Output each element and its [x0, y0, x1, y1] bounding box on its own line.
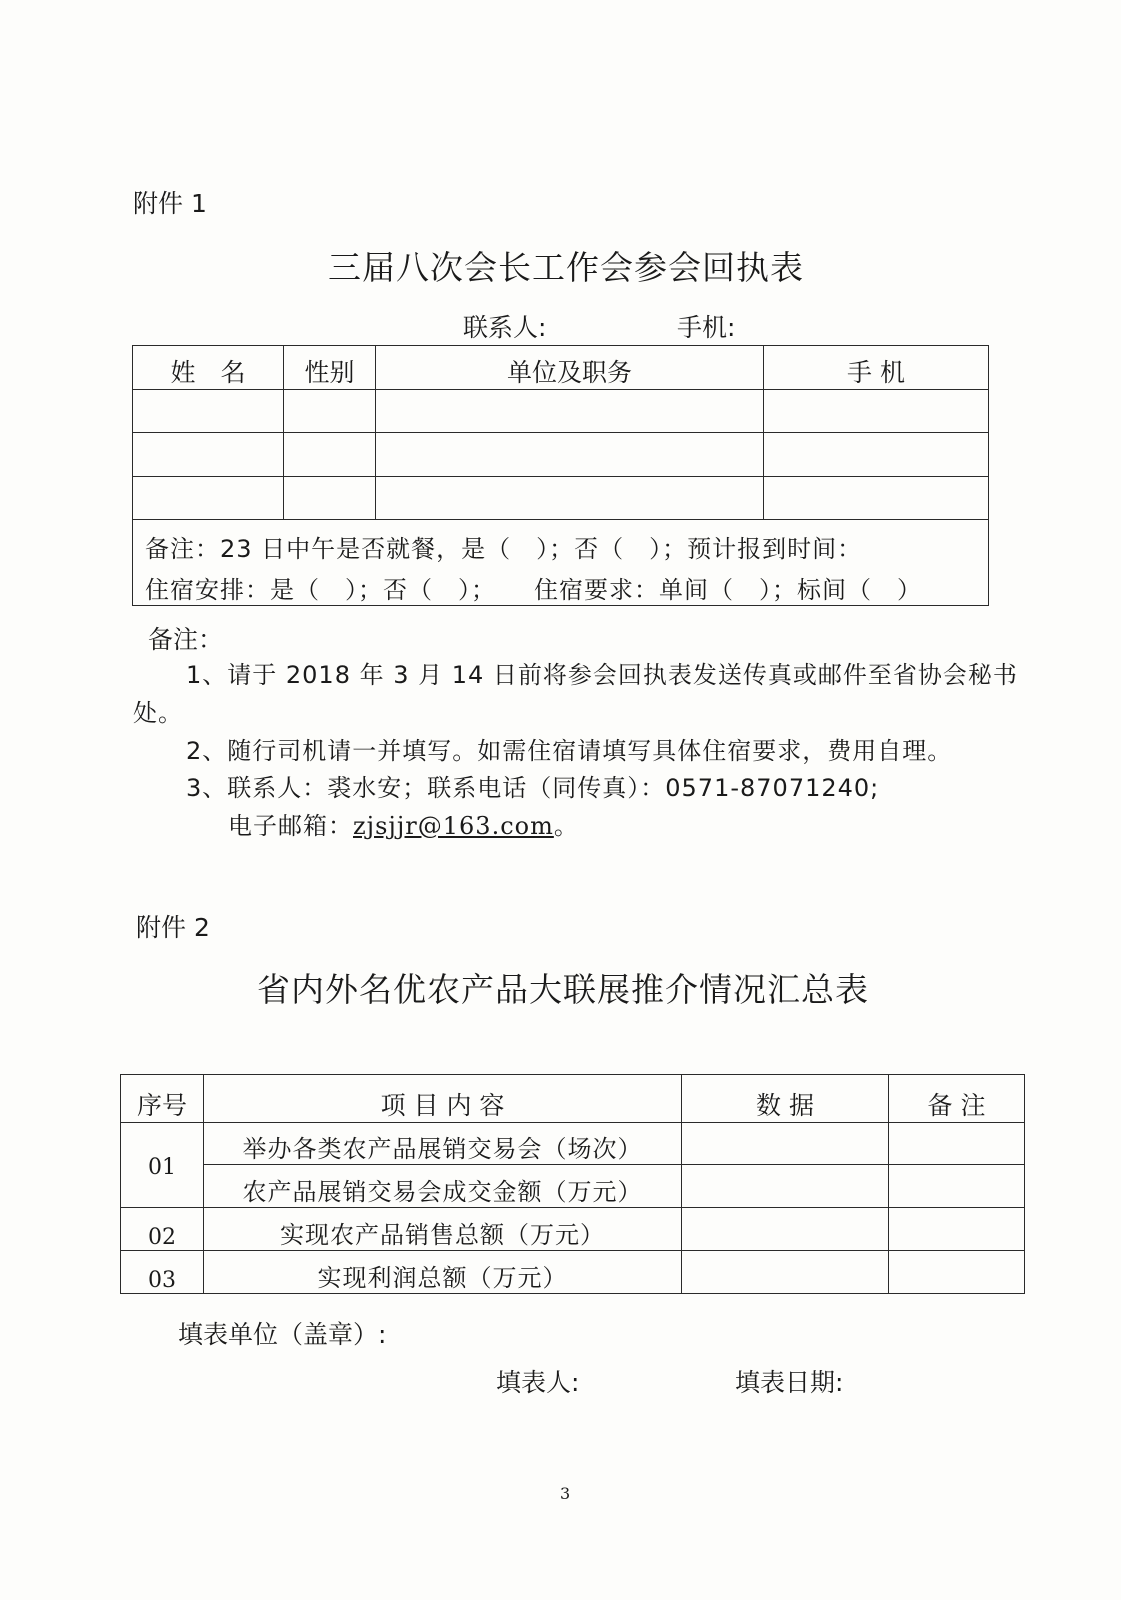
row-item: 农产品展销交易会成交金额（万元） — [204, 1165, 682, 1208]
cell-gender[interactable] — [284, 477, 376, 520]
cell-remark[interactable] — [889, 1208, 1025, 1251]
row-no: 03 — [148, 1268, 176, 1293]
cell-data[interactable] — [682, 1123, 889, 1165]
row-item: 实现农产品销售总额（万元） — [204, 1208, 682, 1251]
cell-gender[interactable] — [284, 433, 376, 477]
table-row — [121, 1208, 1025, 1251]
table-row — [133, 477, 989, 520]
cell-mobile[interactable] — [764, 477, 989, 520]
table-row — [133, 390, 989, 433]
fill-date-label: 填表日期: — [735, 1368, 844, 1397]
attachment1-label: 附件 1 — [133, 189, 207, 218]
header-data: 数 据 — [682, 1075, 889, 1123]
note-3: 3、联系人：裘水安；联系电话（同传真）：0571-87071240; — [186, 774, 880, 802]
lodging-remark: 住宿安排：是（ ）；否（ ）； 住宿要求：单间（ ）；标间（ ） — [145, 576, 922, 604]
contact-label: 联系人: — [463, 313, 547, 342]
note-1-cont: 处。 — [133, 699, 183, 727]
header-remark: 备 注 — [889, 1075, 1025, 1123]
receipt-table — [132, 345, 989, 606]
table-row — [121, 1165, 1025, 1208]
email-label: 电子邮箱： — [228, 812, 353, 840]
cell-mobile[interactable] — [764, 390, 989, 433]
cell-unit[interactable] — [376, 433, 764, 477]
header-gender: 性别 — [284, 346, 376, 390]
page-number: 3 — [560, 1484, 571, 1503]
filler-label: 填表人: — [496, 1368, 580, 1397]
header-item: 项 目 内 容 — [204, 1075, 682, 1123]
row-no: 02 — [148, 1225, 176, 1250]
table-row — [133, 433, 989, 477]
header-unit-position: 单位及职务 — [376, 346, 764, 390]
cell-gender[interactable] — [284, 390, 376, 433]
note-2: 2、随行司机请一并填写。如需住宿请填写具体住宿要求，费用自理。 — [186, 737, 953, 765]
cell-unit[interactable] — [376, 390, 764, 433]
table-row — [121, 1251, 1025, 1294]
fill-unit-label: 填表单位（盖章）: — [178, 1320, 387, 1349]
email-end: 。 — [553, 812, 579, 840]
row-item: 举办各类农产品展销交易会（场次） — [204, 1123, 682, 1165]
cell-data[interactable] — [682, 1251, 889, 1294]
notes-title: 备注： — [148, 625, 224, 654]
email-link[interactable]: zjsjjr@163.com — [353, 812, 554, 840]
cell-remark[interactable] — [889, 1251, 1025, 1294]
cell-remark[interactable] — [889, 1123, 1025, 1165]
cell-name[interactable] — [133, 477, 284, 520]
cell-data[interactable] — [682, 1165, 889, 1208]
cell-name[interactable] — [133, 433, 284, 477]
summary-table — [120, 1074, 1025, 1294]
cell-data[interactable] — [682, 1208, 889, 1251]
attachment2-title: 省内外名优农产品大联展推介情况汇总表 — [257, 970, 869, 1009]
email-line — [228, 806, 579, 841]
header-no: 序号 — [121, 1075, 204, 1123]
row-item: 实现利润总额（万元） — [204, 1251, 682, 1294]
meal-remark: 备注：23 日中午是否就餐，是（ ）；否（ ）；预计报到时间： — [145, 534, 863, 563]
note-1: 1、请于 2018 年 3 月 14 日前将参会回执表发送传真或邮件至省协会秘书 — [186, 661, 1018, 689]
cell-unit[interactable] — [376, 477, 764, 520]
phone-label: 手机: — [677, 313, 736, 342]
cell-name[interactable] — [133, 390, 284, 433]
cell-mobile[interactable] — [764, 433, 989, 477]
row-no: 01 — [148, 1154, 176, 1180]
table-row — [121, 1123, 1025, 1165]
attachment1-title: 三届八次会长工作会参会回执表 — [328, 248, 804, 287]
header-mobile: 手 机 — [764, 346, 989, 390]
attachment2-label: 附件 2 — [136, 913, 210, 942]
cell-remark[interactable] — [889, 1165, 1025, 1208]
header-name: 姓 名 — [133, 346, 284, 390]
